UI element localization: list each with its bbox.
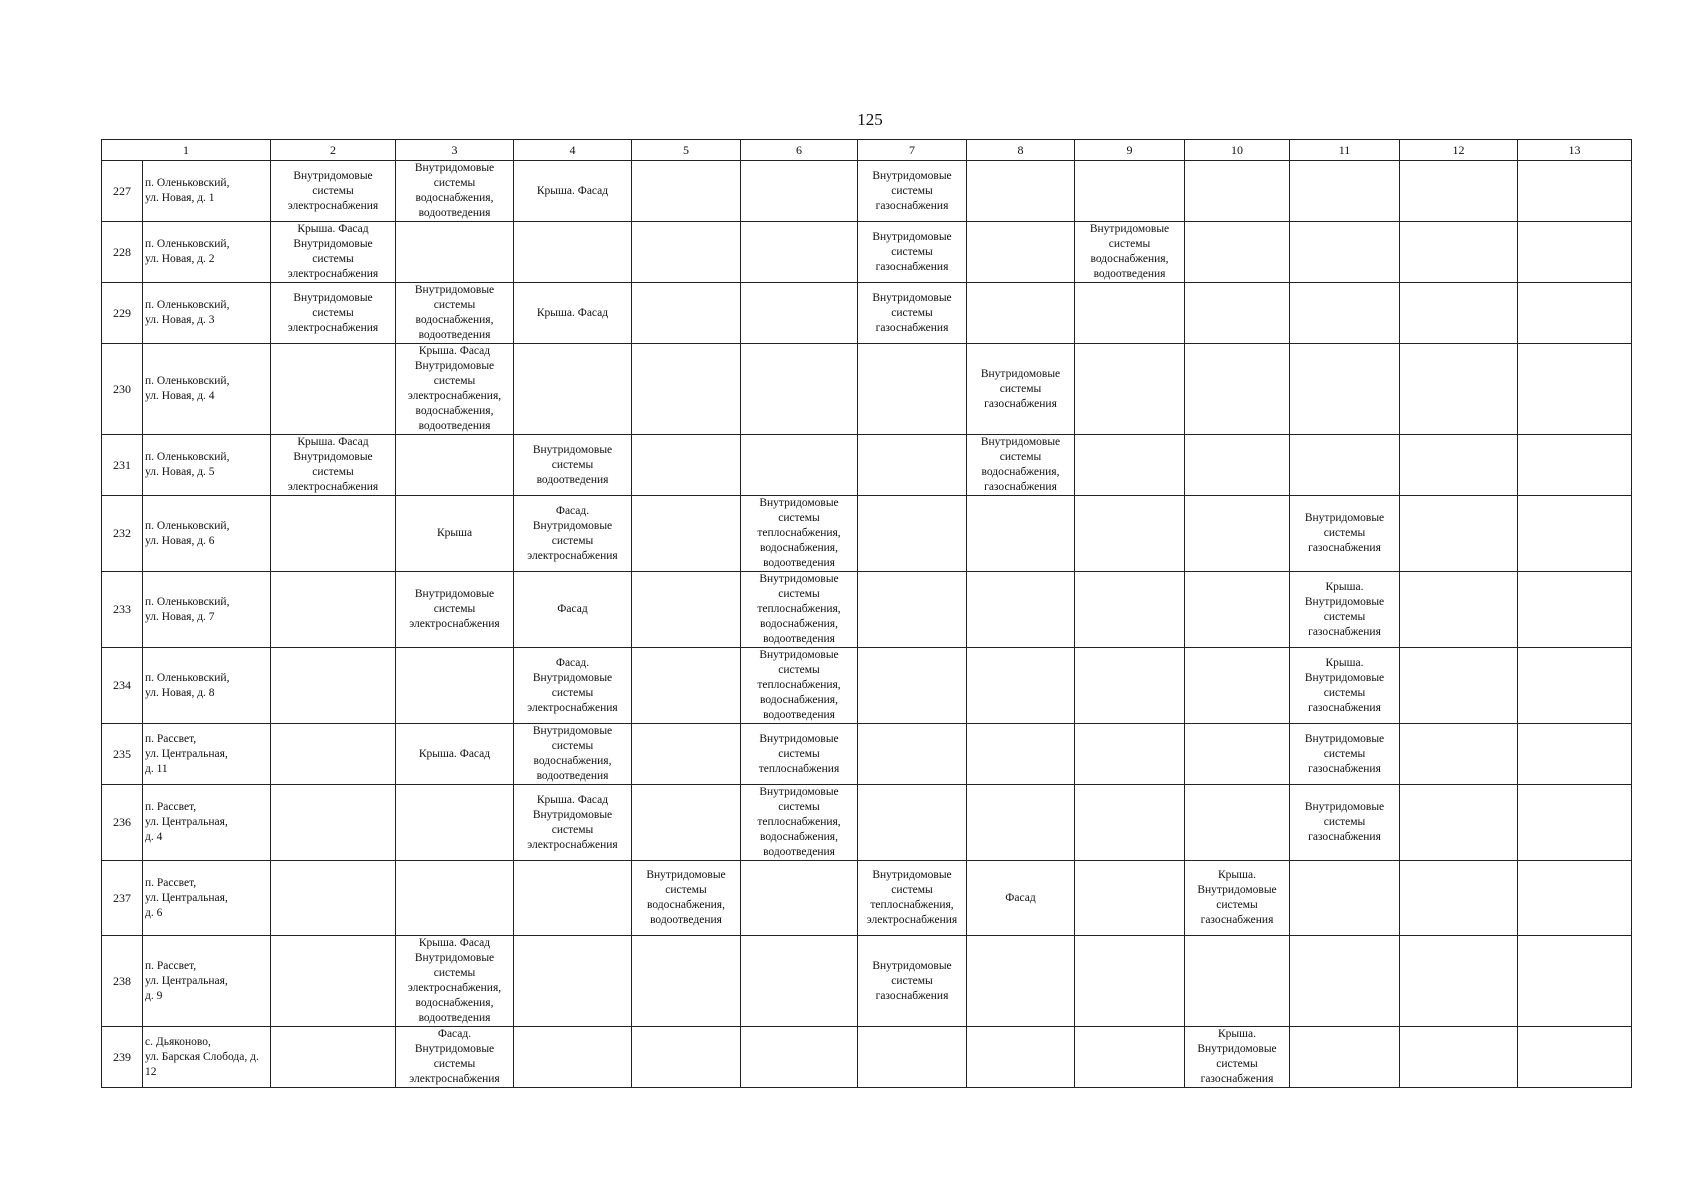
work-text: Внутридомовые системы теплоснабжения, водоснабжения, водоотведения (757, 786, 841, 858)
work-cell-col-13 (1518, 861, 1632, 936)
work-cell-col-3 (396, 861, 514, 936)
work-cell-col-9 (1075, 222, 1185, 283)
work-cell-col-2 (271, 283, 396, 344)
work-cell-col-11 (1290, 648, 1400, 724)
work-cell-col-9 (1075, 496, 1185, 572)
work-cell-col-8 (967, 861, 1075, 936)
work-text: Внутридомовые системы теплоснабжения, электроснабжения (866, 869, 958, 926)
work-cell-col-4 (514, 496, 632, 572)
work-cell-col-2 (271, 1027, 396, 1088)
header-row (102, 140, 1632, 161)
work-cell-col-11 (1290, 222, 1400, 283)
work-cell-col-2 (271, 435, 396, 496)
work-cell-col-5 (632, 161, 741, 222)
work-cell-col-10 (1185, 1027, 1290, 1088)
work-text: Внутридомовые системы теплоснабжения, водоснабжения, водоотведения (757, 649, 841, 721)
column-header: 13 (1518, 140, 1632, 161)
work-cell-col-3 (396, 785, 514, 861)
work-cell-col-3 (396, 724, 514, 785)
address-text: п. Оленьковский, ул. Новая, д. 2 (145, 238, 230, 265)
work-text: Внутридомовые системы водоснабжения, водоотведения (414, 284, 495, 341)
work-cell-col-8 (967, 161, 1075, 222)
address-cell (143, 161, 271, 222)
table-row (102, 785, 1632, 861)
address-text: с. Дьяконово, ул. Барская Слобода, д. 12 (145, 1035, 259, 1078)
table-row (102, 861, 1632, 936)
work-cell-col-10 (1185, 496, 1290, 572)
address-cell (143, 936, 271, 1027)
column-header: 12 (1400, 140, 1518, 161)
column-header: 2 (271, 140, 396, 161)
work-cell-col-10 (1185, 222, 1290, 283)
work-cell-col-9 (1075, 785, 1185, 861)
column-header: 11 (1290, 140, 1400, 161)
work-cell-col-11 (1290, 936, 1400, 1027)
address-cell (143, 648, 271, 724)
work-text: Крыша. Фасад Внутридомовые системы электроснабжения (287, 436, 379, 493)
work-text: Внутридомовые системы водоснабжения, газоснабжения (980, 436, 1061, 493)
row-number: 232 (102, 496, 143, 572)
work-cell-col-2 (271, 344, 396, 435)
work-cell-col-3 (396, 936, 514, 1027)
work-cell-col-2 (271, 936, 396, 1027)
work-text: Крыша. Фасад Внутридомовые системы электроснабжения, водоснабжения, водоотведения (407, 345, 502, 432)
work-text: Внутридомовые системы водоснабжения, водоотведения (646, 869, 726, 926)
address-cell (143, 724, 271, 785)
work-cell-col-5 (632, 936, 741, 1027)
work-cell-col-2 (271, 496, 396, 572)
work-cell-col-6 (741, 435, 858, 496)
table-row (102, 222, 1632, 283)
work-text: Крыша. Фасад Внутридомовые системы электроснабжения (287, 223, 379, 280)
work-text: Внутридомовые системы газоснабжения (1304, 732, 1385, 775)
work-text: Крыша. Внутридомовые системы газоснабжения (1304, 656, 1385, 714)
work-cell-col-8 (967, 344, 1075, 435)
work-cell-col-4 (514, 161, 632, 222)
work-cell-col-3 (396, 161, 514, 222)
work-text: Крыша. Внутридомовые системы газоснабжения (1304, 580, 1385, 638)
work-cell-col-5 (632, 496, 741, 572)
work-cell-col-7 (858, 572, 967, 648)
address-cell (143, 222, 271, 283)
work-cell-col-10 (1185, 344, 1290, 435)
address-text: п. Рассвет, ул. Центральная, д. 4 (145, 801, 228, 843)
row-number: 236 (102, 785, 143, 861)
work-cell-col-9 (1075, 283, 1185, 344)
work-cell-col-12 (1400, 344, 1518, 435)
work-cell-col-3 (396, 648, 514, 724)
work-text: Крыша. Фасад (536, 306, 609, 319)
work-cell-col-8 (967, 1027, 1075, 1088)
work-cell-col-12 (1400, 1027, 1518, 1088)
work-cell-col-10 (1185, 435, 1290, 496)
work-text: Внутридомовые системы газоснабжения (872, 230, 952, 273)
work-cell-col-6 (741, 161, 858, 222)
work-cell-col-13 (1518, 1027, 1632, 1088)
work-cell-col-13 (1518, 344, 1632, 435)
work-cell-col-9 (1075, 936, 1185, 1027)
column-header: 9 (1075, 140, 1185, 161)
table-row (102, 648, 1632, 724)
work-text: Крыша. Фасад (536, 184, 609, 197)
work-cell-col-4 (514, 936, 632, 1027)
work-cell-col-9 (1075, 648, 1185, 724)
work-cell-col-2 (271, 648, 396, 724)
work-cell-col-13 (1518, 572, 1632, 648)
work-cell-col-4 (514, 222, 632, 283)
work-cell-col-5 (632, 572, 741, 648)
work-cell-col-8 (967, 222, 1075, 283)
work-cell-col-8 (967, 724, 1075, 785)
work-cell-col-7 (858, 435, 967, 496)
work-cell-col-4 (514, 785, 632, 861)
work-cell-col-11 (1290, 283, 1400, 344)
work-cell-col-9 (1075, 572, 1185, 648)
work-cell-col-13 (1518, 785, 1632, 861)
table-row (102, 496, 1632, 572)
work-cell-col-3 (396, 572, 514, 648)
work-cell-col-7 (858, 861, 967, 936)
work-cell-col-12 (1400, 435, 1518, 496)
work-cell-col-5 (632, 861, 741, 936)
work-cell-col-11 (1290, 861, 1400, 936)
work-text: Внутридомовые системы газоснабжения (1304, 512, 1385, 554)
work-cell-col-13 (1518, 936, 1632, 1027)
table-row (102, 724, 1632, 785)
work-cell-col-12 (1400, 496, 1518, 572)
work-cell-col-4 (514, 648, 632, 724)
work-cell-col-9 (1075, 724, 1185, 785)
work-text: Внутридомовые системы водоснабжения, водоотведения (1089, 223, 1170, 280)
column-header: 8 (967, 140, 1075, 161)
work-cell-col-6 (741, 861, 858, 936)
work-text: Внутридомовые системы газоснабжения (872, 291, 952, 334)
work-text: Крыша. Фасад Внутридомовые системы электроснабжения (527, 793, 618, 851)
address-text: п. Оленьковский, ул. Новая, д. 3 (145, 299, 230, 326)
work-cell-col-5 (632, 1027, 741, 1088)
address-cell (143, 861, 271, 936)
work-cell-col-2 (271, 724, 396, 785)
work-cell-col-8 (967, 648, 1075, 724)
work-cell-col-13 (1518, 724, 1632, 785)
work-cell-col-2 (271, 222, 396, 283)
work-text: Внутридомовые системы водоснабжения, водоотведения (532, 725, 613, 782)
work-cell-col-12 (1400, 283, 1518, 344)
work-cell-col-4 (514, 724, 632, 785)
work-cell-col-13 (1518, 435, 1632, 496)
page-number: 125 (857, 110, 883, 129)
work-cell-col-12 (1400, 861, 1518, 936)
work-cell-col-10 (1185, 283, 1290, 344)
work-cell-col-7 (858, 785, 967, 861)
column-header: 5 (632, 140, 741, 161)
row-number: 229 (102, 283, 143, 344)
work-cell-col-4 (514, 572, 632, 648)
address-text: п. Оленьковский, ул. Новая, д. 7 (145, 595, 230, 623)
row-number: 237 (102, 861, 143, 936)
work-text: Внутридомовые системы водоснабжения, водоотведения (414, 162, 495, 219)
work-cell-col-3 (396, 283, 514, 344)
address-cell (143, 435, 271, 496)
work-cell-col-12 (1400, 572, 1518, 648)
work-cell-col-3 (396, 435, 514, 496)
address-text: п. Оленьковский, ул. Новая, д. 4 (145, 375, 230, 402)
work-cell-col-8 (967, 785, 1075, 861)
work-cell-col-13 (1518, 283, 1632, 344)
work-cell-col-5 (632, 435, 741, 496)
address-cell (143, 572, 271, 648)
work-cell-col-6 (741, 648, 858, 724)
column-header: 1 (102, 140, 271, 161)
address-text: п. Рассвет, ул. Центральная, д. 11 (145, 732, 228, 775)
row-number: 230 (102, 344, 143, 435)
address-cell (143, 785, 271, 861)
work-text: Крыша. Внутридомовые системы газоснабжения (1197, 869, 1277, 926)
work-cell-col-6 (741, 344, 858, 435)
work-cell-col-10 (1185, 936, 1290, 1027)
work-cell-col-2 (271, 785, 396, 861)
address-cell (143, 496, 271, 572)
work-cell-col-2 (271, 161, 396, 222)
work-cell-col-11 (1290, 435, 1400, 496)
work-text: Внутридомовые системы теплоснабжения (758, 732, 840, 775)
work-cell-col-6 (741, 572, 858, 648)
column-header: 6 (741, 140, 858, 161)
work-text: Крыша. Фасад (418, 747, 491, 760)
work-text: Крыша. Фасад Внутридомовые системы электроснабжения, водоснабжения, водоотведения (407, 937, 502, 1024)
work-cell-col-3 (396, 496, 514, 572)
work-cell-col-10 (1185, 724, 1290, 785)
work-cell-col-4 (514, 435, 632, 496)
address-text: п. Рассвет, ул. Центральная, д. 6 (145, 876, 228, 919)
work-cell-col-12 (1400, 724, 1518, 785)
repair-schedule-table (101, 139, 1632, 1088)
work-cell-col-13 (1518, 648, 1632, 724)
work-cell-col-2 (271, 861, 396, 936)
work-text: Внутридомовые системы газоснабжения (1304, 801, 1385, 843)
row-number: 228 (102, 222, 143, 283)
row-number: 233 (102, 572, 143, 648)
work-cell-col-9 (1075, 1027, 1185, 1088)
work-cell-col-6 (741, 785, 858, 861)
work-cell-col-8 (967, 283, 1075, 344)
table-row (102, 161, 1632, 222)
work-cell-col-5 (632, 648, 741, 724)
work-text: Фасад. Внутридомовые системы электроснабжения (409, 1028, 500, 1085)
work-cell-col-10 (1185, 572, 1290, 648)
work-cell-col-6 (741, 936, 858, 1027)
work-text: Фасад (557, 603, 588, 615)
column-header: 4 (514, 140, 632, 161)
work-cell-col-7 (858, 724, 967, 785)
work-cell-col-6 (741, 283, 858, 344)
work-cell-col-9 (1075, 861, 1185, 936)
work-cell-col-10 (1185, 861, 1290, 936)
address-text: п. Оленьковский, ул. Новая, д. 8 (145, 671, 230, 699)
work-cell-col-6 (741, 1027, 858, 1088)
work-cell-col-2 (271, 572, 396, 648)
work-cell-col-9 (1075, 344, 1185, 435)
work-cell-col-11 (1290, 344, 1400, 435)
work-cell-col-12 (1400, 161, 1518, 222)
row-number: 239 (102, 1027, 143, 1088)
address-text: п. Оленьковский, ул. Новая, д. 1 (145, 177, 230, 204)
work-text: Крыша. Внутридомовые системы газоснабжения (1197, 1028, 1277, 1085)
work-cell-col-8 (967, 496, 1075, 572)
work-cell-col-10 (1185, 785, 1290, 861)
work-cell-col-10 (1185, 648, 1290, 724)
work-text: Фасад. Внутридомовые системы электроснабжения (527, 656, 618, 714)
work-cell-col-4 (514, 283, 632, 344)
address-cell (143, 344, 271, 435)
work-text: Внутридомовые системы теплоснабжения, водоснабжения, водоотведения (757, 573, 841, 645)
work-cell-col-13 (1518, 161, 1632, 222)
work-cell-col-9 (1075, 161, 1185, 222)
work-cell-col-6 (741, 222, 858, 283)
work-cell-col-9 (1075, 435, 1185, 496)
work-cell-col-6 (741, 724, 858, 785)
work-cell-col-7 (858, 283, 967, 344)
work-cell-col-7 (858, 648, 967, 724)
work-cell-col-6 (741, 496, 858, 572)
work-cell-col-7 (858, 344, 967, 435)
work-text: Фасад. Внутридомовые системы электроснабжения (527, 504, 618, 562)
work-cell-col-12 (1400, 648, 1518, 724)
work-cell-col-3 (396, 1027, 514, 1088)
work-cell-col-5 (632, 222, 741, 283)
work-text: Крыша (436, 527, 473, 539)
work-cell-col-11 (1290, 161, 1400, 222)
work-text: Внутридомовые системы электроснабжения (409, 588, 500, 630)
address-text: п. Оленьковский, ул. Новая, д. 5 (145, 451, 230, 478)
table-row (102, 572, 1632, 648)
work-text: Внутридомовые системы теплоснабжения, водоснабжения, водоотведения (757, 497, 841, 569)
work-cell-col-11 (1290, 1027, 1400, 1088)
work-text: Внутридомовые системы электроснабжения (287, 169, 379, 212)
work-text: Фасад (1005, 891, 1036, 904)
work-text: Внутридомовые системы газоснабжения (872, 169, 952, 212)
address-text: п. Оленьковский, ул. Новая, д. 6 (145, 519, 230, 547)
work-cell-col-12 (1400, 785, 1518, 861)
work-cell-col-3 (396, 222, 514, 283)
work-cell-col-4 (514, 344, 632, 435)
work-cell-col-8 (967, 572, 1075, 648)
work-cell-col-7 (858, 161, 967, 222)
work-cell-col-11 (1290, 496, 1400, 572)
column-header: 10 (1185, 140, 1290, 161)
work-cell-col-5 (632, 785, 741, 861)
address-cell (143, 283, 271, 344)
work-cell-col-13 (1518, 496, 1632, 572)
work-text: Внутридомовые системы водоотведения (532, 443, 613, 486)
address-cell (143, 1027, 271, 1088)
table-row (102, 936, 1632, 1027)
work-cell-col-12 (1400, 936, 1518, 1027)
table-body (102, 161, 1632, 1088)
row-number: 227 (102, 161, 143, 222)
table-row (102, 344, 1632, 435)
table-row (102, 1027, 1632, 1088)
row-number: 234 (102, 648, 143, 724)
work-text: Внутридомовые системы электроснабжения (287, 291, 379, 334)
table-row (102, 283, 1632, 344)
column-header: 7 (858, 140, 967, 161)
table-row (102, 435, 1632, 496)
work-text: Внутридомовые системы газоснабжения (980, 367, 1061, 410)
work-text: Внутридомовые системы газоснабжения (872, 959, 952, 1002)
work-cell-col-12 (1400, 222, 1518, 283)
work-cell-col-7 (858, 1027, 967, 1088)
work-cell-col-4 (514, 861, 632, 936)
work-cell-col-8 (967, 936, 1075, 1027)
work-cell-col-13 (1518, 222, 1632, 283)
work-cell-col-11 (1290, 724, 1400, 785)
work-cell-col-11 (1290, 785, 1400, 861)
work-cell-col-3 (396, 344, 514, 435)
row-number: 238 (102, 936, 143, 1027)
work-cell-col-10 (1185, 161, 1290, 222)
work-cell-col-8 (967, 435, 1075, 496)
work-cell-col-5 (632, 724, 741, 785)
work-cell-col-7 (858, 222, 967, 283)
work-cell-col-7 (858, 936, 967, 1027)
work-cell-col-5 (632, 344, 741, 435)
work-cell-col-11 (1290, 572, 1400, 648)
work-cell-col-7 (858, 496, 967, 572)
work-cell-col-5 (632, 283, 741, 344)
work-cell-col-4 (514, 1027, 632, 1088)
row-number: 235 (102, 724, 143, 785)
row-number: 231 (102, 435, 143, 496)
column-header: 3 (396, 140, 514, 161)
address-text: п. Рассвет, ул. Центральная, д. 9 (145, 959, 228, 1002)
